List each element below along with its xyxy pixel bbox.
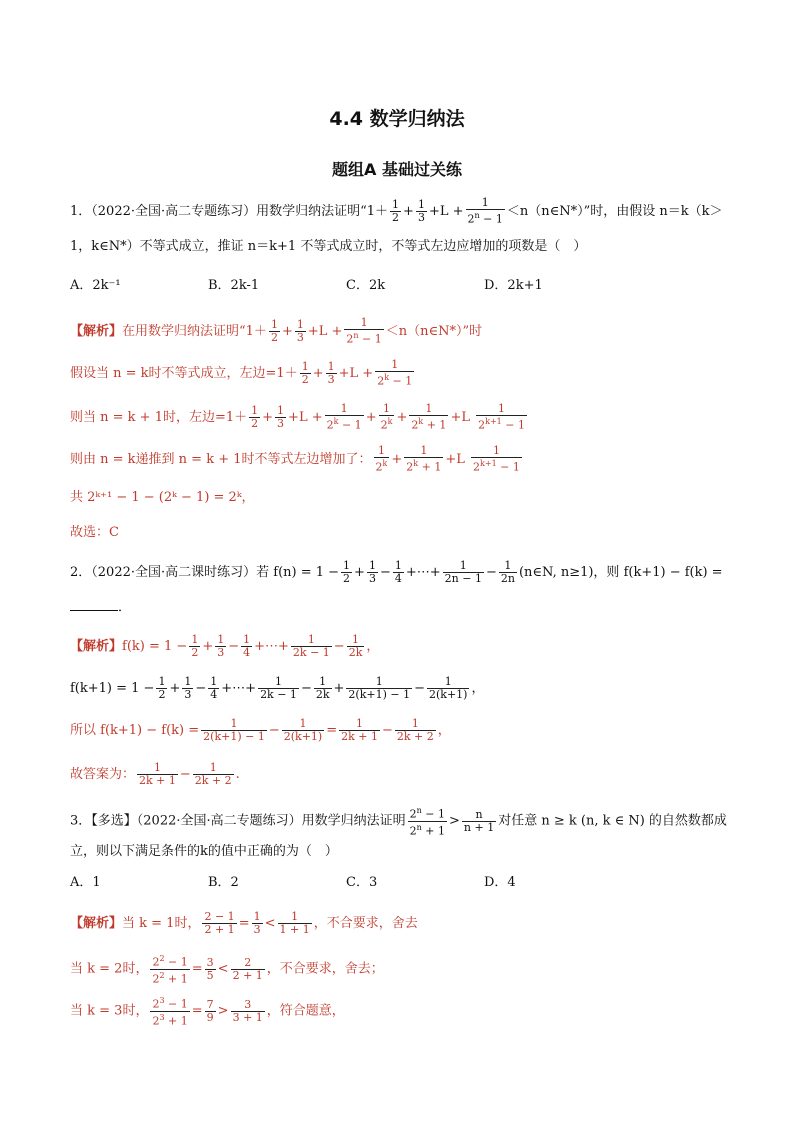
q1-solution-line4: 则由 n = k递推到 n = k + 1时不等式左边增加了： $\frac{1}{2^k}$ + $\frac{1}{2^k + 1}$ +L $\frac{1}{2^{k+1} - 1}$ <box>70 444 520 474</box>
q1-stem: 1．（2022·全国·高二专题练习）用数学归纳法证明“1＋ $\frac{1}{2}$ + $\frac{1}{3}$ +L + $\frac{1}{2^n - 1}$ ＜n（n∈N*）”时，由假设 n＝k（k＞ <box>70 196 723 226</box>
q1-stem-line2: 1，k∈N*）不等式成立，推证 n＝k+1 不等式成立时，不等式左边应增加的项数是（ ） <box>70 239 587 254</box>
q2-answer-blank: ． <box>70 596 730 618</box>
q3-solution-line1: 【解析】当 k = 1时， $\frac{2 - 1}{2 + 1}$ = $\frac{1}{3}$ < $\frac{1}{1 + 1}$ ，不合要求，舍去 <box>70 910 418 936</box>
q2-solution-line3: 所以 f(k+1) − f(k) = $\frac{1}{2(k+1) - 1}$ − $\frac{1}{2(k+1)}$ = $\frac{1}{2k + 1}$ − $\frac{1}{2k + 2}$ ， <box>70 717 451 743</box>
solution-tag: 【解析】 <box>70 916 123 931</box>
q2-solution-line2: f(k+1) = 1 − $\frac{1}{2}$ + $\frac{1}{3}$ − $\frac{1}{4}$ +⋯+ $\frac{1}{2k - 1}$ − $\frac{1}{2k}$ + $\frac{1}{2(k+1) - 1}$ − $\frac{1}{2(k+1)}$ ， <box>70 675 485 701</box>
page-title: 4.4 数学归纳法 <box>329 108 465 130</box>
q1-solution-line1: 【解析】在用数学归纳法证明“1＋ $\frac{1}{2}$ + $\frac{1}{3}$ +L + $\frac{1}{2^n - 1}$ ＜n（n∈N*）”时 <box>70 316 483 346</box>
q3-option-b: B．2 <box>208 875 239 890</box>
q1-solution-line3: 则当 n = k + 1时，左边=1＋ $\frac{1}{2}$ + $\frac{1}{3}$ +L + $\frac{1}{2^k - 1}$ + $\frac{1}{2^k}$ + $\frac{1}{2^k + 1}$ +L $\frac{1}{2^{k+1} - 1}$ <box>70 402 525 432</box>
q2-answer: 故答案为： $\frac{1}{2k + 1}$ − $\frac{1}{2k + 2}$ . <box>70 761 240 787</box>
q3-option-c: C．3 <box>346 875 378 890</box>
q3-stem-line2: 立，则以下满足条件的k的值中正确的为（ ） <box>70 844 338 859</box>
q3-option-a: A．1 <box>70 875 101 890</box>
q2-stem: 2．（2022·全国·高二课时练习）若 f(n) = 1 − $\frac{1}{2}$ + $\frac{1}{3}$ − $\frac{1}{4}$ +⋯+ $\frac{1}{2n - 1}$ − $\frac{1}{2n}$ (n∈N, n≥1)，则 f(k+1) − f(k) = <box>70 559 723 585</box>
q3-solution-line2: 当 k = 2时， $\frac{2^2 - 1}{2^2 + 1}$ = $\frac{3}{5}$ < $\frac{2}{2 + 1}$ ，不合要求，舍去； <box>70 954 384 986</box>
q1-options <box>70 276 730 296</box>
q2-solution-line1: 【解析】f(k) = 1 − $\frac{1}{2}$ + $\frac{1}{3}$ − $\frac{1}{4}$ +⋯+ $\frac{1}{2k - 1}$ − $\frac{1}{2k}$ ， <box>70 633 380 659</box>
answer-blank[interactable] <box>70 596 118 611</box>
solution-tag: 【解析】 <box>70 323 123 339</box>
q3-stem: 3．【多选】（2022·全国·高二专题练习）用数学归纳法证明 $\frac{2^n - 1}{2^n + 1}$ > $\frac{n}{n + 1}$ 对任意 n ≥ k (n, k ∈ N) 的自然数都成 <box>70 806 727 838</box>
solution-tag: 【解析】 <box>70 639 123 654</box>
section-title: 题组A 基础过关练 <box>332 160 462 179</box>
q1-option-c: C．2k <box>346 278 386 293</box>
q1-solution-line5: 共 2ᵏ⁺¹ − 1 − (2ᵏ − 1) = 2ᵏ， <box>70 490 255 505</box>
q1-option-b: B．2k-1 <box>208 278 260 293</box>
q1-solution-line2: 假设当 n = k时不等式成立，左边=1＋ $\frac{1}{2}$ + $\frac{1}{3}$ +L + $\frac{1}{2^k - 1}$ <box>70 358 413 388</box>
q3-option-d: D．4 <box>484 875 516 890</box>
q1-option-d: D．2k+1 <box>484 278 543 293</box>
q1-answer: 故选：C <box>70 525 119 540</box>
q1-option-a: A．2k⁻¹ <box>70 278 121 293</box>
q3-solution-line3: 当 k = 3时， $\frac{2^3 - 1}{2^3 + 1}$ = $\frac{7}{9}$ > $\frac{3}{3 + 1}$ ，符合题意， <box>70 996 345 1028</box>
q3-options <box>70 873 730 893</box>
